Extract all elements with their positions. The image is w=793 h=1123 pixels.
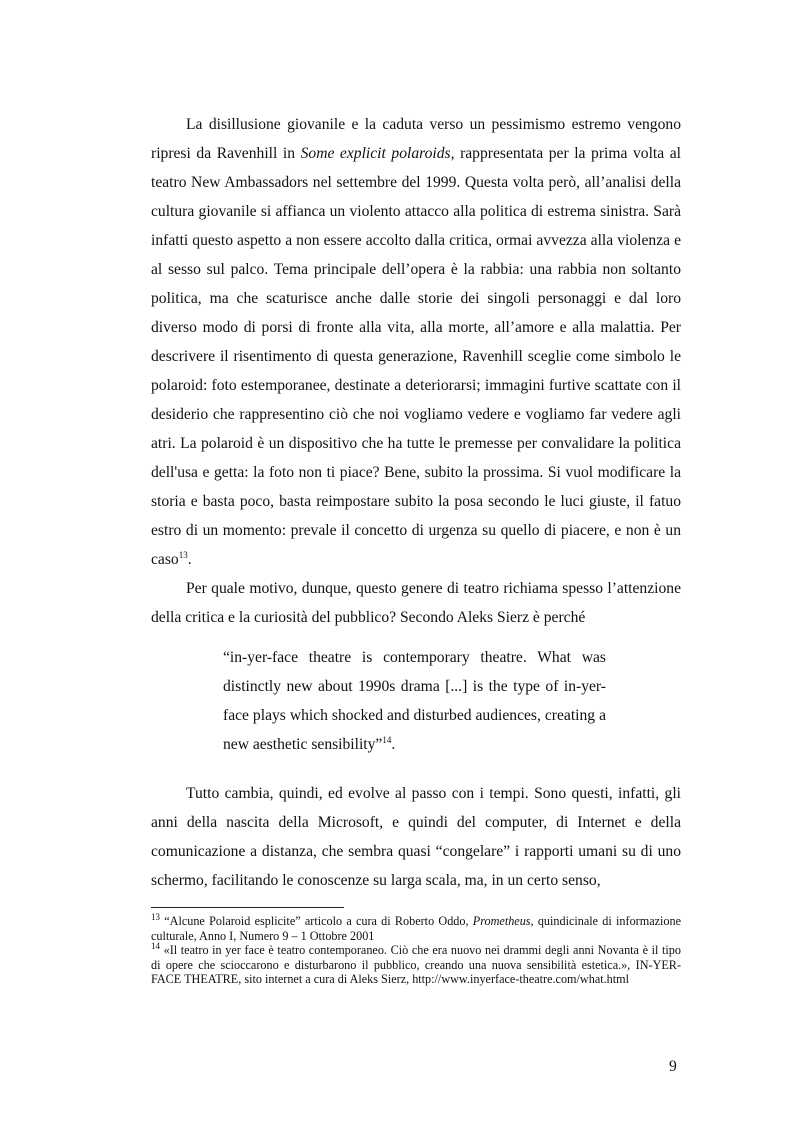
footnote-13	[151, 911, 681, 943]
play-title: Some explicit polaroids,	[300, 145, 455, 162]
paragraph-1-end: .	[187, 551, 192, 568]
footnote-14	[151, 940, 681, 987]
paragraph-3: Tutto cambia, quindi, ed evolve al passo con i tempi. Sono questi, infatti, gli anni della nascita della Microsoft, e quindi del computer, di Internet e della comunicazione a distanza, che sembra quasi “congelare” i rapporti umani su di uno schermo, facilitando le conoscenze su larga scala, ma, in un certo senso,	[151, 785, 681, 889]
footnote-text-a: “Alcune Polaroid esplicite” articolo a cura di Roberto Oddo,	[160, 914, 473, 928]
quote-text: “in-yer-face theatre is contemporary theatre. What was distinctly new about 1990s drama [...] is the type of in-yer-face plays which shocked and disturbed audiences, creating a new aesthetic sensibility”	[223, 649, 606, 753]
footnote-text: «Il teatro in yer face è teatro contemporaneo. Ciò che era nuovo nei drammi degli anni Novanta è il tipo di opere che scioccarono e disturbarono il pubblico, creando una nuova sensibilità estetica.», IN-YER-FACE THEATRE, sito internet a cura di Aleks Sierz, http://www.inyerface-theatre.com/what.html	[151, 943, 681, 986]
footnote-ref-14[interactable]: 14	[382, 734, 392, 745]
footnote-separator	[151, 907, 344, 908]
paragraph-2: Per quale motivo, dunque, questo genere di teatro richiama spesso l’attenzione della critica e la curiosità del pubblico? Secondo Aleks Sierz è perché	[151, 580, 681, 626]
footnote-ref-13[interactable]: 13	[178, 549, 188, 560]
block-quote	[223, 643, 606, 759]
paragraph-1	[151, 110, 681, 574]
footnote-italic: Prometheus	[472, 914, 531, 928]
quote-end: .	[391, 736, 396, 753]
page-number: 9	[669, 1058, 677, 1075]
paragraph-1-text-a: La disillusione giovanile e la caduta verso un pessimismo estremo vengono ripresi da Ravenhill in	[151, 116, 681, 162]
paragraph-1-text-b: rappresentata per la prima volta al teatro New Ambassadors nel settembre del 1999. Questa volta però, all’analisi della cultura giovanile si affianca un violento attacco alla politica di estrema sinistra. Sarà infatti questo aspetto a non essere accolto dalla critica, ormai avvezza alla violenza e al sesso sul palco. Tema principale dell’opera è la rabbia: una rabbia non soltanto politica, ma che scaturisce anche dalle storie dei singoli personaggi e dal loro diverso modo di porsi di fronte alla vita, alla morte, all’amore e alla malattia. Per descrivere il risentimento di questa generazione, Ravenhill sceglie come simbolo le polaroid: foto estemporanee, destinate a deteriorarsi; immagini furtive scattate con il desiderio che rappresentino ciò che noi vogliamo vedere e vogliamo far vedere agli atri. La polaroid è un dispositivo che ha tutte le premesse per convalidare la politica dell'usa e getta: la foto non ti piace? Bene, subito la prossima. Si vuol modificare la storia e basta poco, basta reimpostare subito la posa secondo le luci giuste, il fatuo estro di un momento: prevale il concetto di urgenza su quello di piacere, e non è un caso	[151, 145, 681, 568]
footnote-text-b: , quindicinale di informazione culturale, Anno I, Numero 9 – 1 Ottobre 2001	[151, 914, 681, 943]
footnotes	[151, 911, 681, 987]
footnote-number: 13	[151, 911, 160, 922]
footnote-number: 14	[151, 940, 160, 951]
main-text	[151, 110, 681, 895]
